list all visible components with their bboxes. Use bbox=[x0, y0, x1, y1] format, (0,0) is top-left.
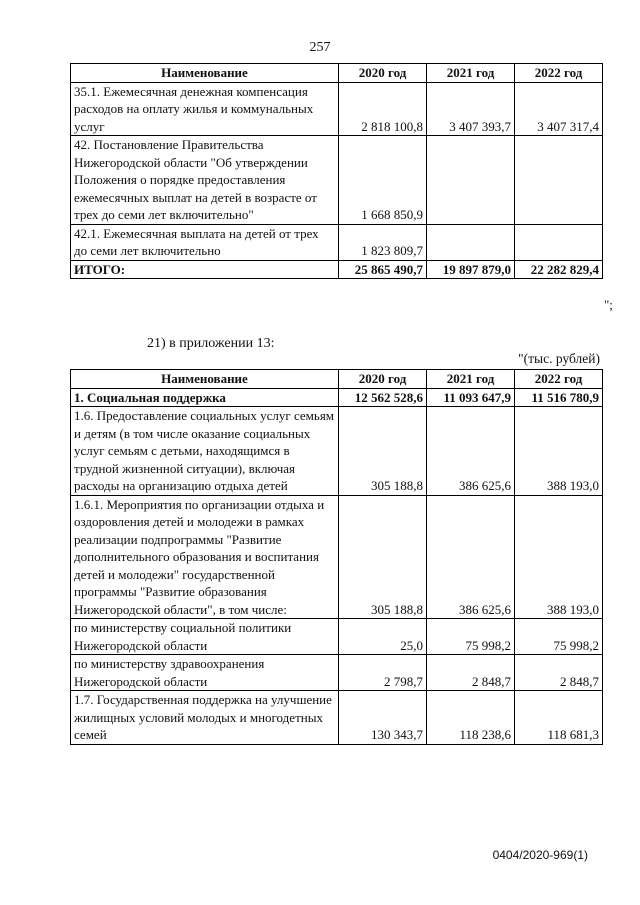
table-row bbox=[71, 655, 603, 691]
value-2020: 25,0 bbox=[339, 619, 427, 655]
value-2021: 118 238,6 bbox=[427, 691, 515, 745]
row-name: по министерству здравоохранения Нижегородской области bbox=[71, 655, 339, 691]
value-2021 bbox=[427, 224, 515, 260]
value-2020: 1 668 850,9 bbox=[339, 136, 427, 225]
table-row bbox=[71, 224, 603, 260]
row-name: 35.1. Ежемесячная денежная компенсация расходов на оплату жилья и коммунальных услуг bbox=[71, 82, 339, 136]
total-label: ИТОГО: bbox=[71, 260, 339, 279]
column-header-2020: 2020 год bbox=[339, 370, 427, 389]
value-2020: 1 823 809,7 bbox=[339, 224, 427, 260]
value-2022: 118 681,3 bbox=[515, 691, 603, 745]
value-2022 bbox=[515, 224, 603, 260]
table-header-row bbox=[71, 370, 603, 389]
value-2022 bbox=[515, 136, 603, 225]
value-2021: 386 625,6 bbox=[427, 495, 515, 619]
row-name: 1.6.1. Мероприятия по организации отдыха и оздоровления детей и молодежи в рамках реализации подпрограммы "Развитие дополнительного образования и воспитания детей и молодежи" государственной программы "Развитие образования Нижегородской области", в том числе: bbox=[71, 495, 339, 619]
total-row bbox=[71, 260, 603, 279]
value-2021: 11 093 647,9 bbox=[427, 388, 515, 407]
amendment-intro-text: 21) в приложении 13: bbox=[147, 336, 275, 351]
column-header-2022: 2022 год bbox=[515, 64, 603, 83]
value-2021: 2 848,7 bbox=[427, 655, 515, 691]
value-2021 bbox=[427, 136, 515, 225]
column-header-2020: 2020 год bbox=[339, 64, 427, 83]
table-row bbox=[71, 407, 603, 496]
section-row bbox=[71, 388, 603, 407]
row-name: 1.7. Государственная поддержка на улучшение жилищных условий молодых и многодетных семей bbox=[71, 691, 339, 745]
value-2022: 11 516 780,9 bbox=[515, 388, 603, 407]
table-header-row bbox=[71, 64, 603, 83]
table-row bbox=[71, 82, 603, 136]
value-2021: 386 625,6 bbox=[427, 407, 515, 496]
row-name: 1.6. Предоставление социальных услуг семьям и детям (в том числе оказание социальных услуг семьям с детьми, находящимся в трудной жизненной ситуации), включая расходы на организацию отдыха детей bbox=[71, 407, 339, 496]
value-2022: 2 848,7 bbox=[515, 655, 603, 691]
closing-quote-mark: "; bbox=[604, 297, 613, 312]
column-header-name: Наименование bbox=[71, 370, 339, 389]
value-2022: 75 998,2 bbox=[515, 619, 603, 655]
value-2022: 388 193,0 bbox=[515, 495, 603, 619]
row-name: по министерству социальной политики Нижегородской области bbox=[71, 619, 339, 655]
column-header-name: Наименование bbox=[71, 64, 339, 83]
total-2020: 25 865 490,7 bbox=[339, 260, 427, 279]
value-2020: 305 188,8 bbox=[339, 407, 427, 496]
value-2021: 75 998,2 bbox=[427, 619, 515, 655]
total-2021: 19 897 879,0 bbox=[427, 260, 515, 279]
value-2020: 2 818 100,8 bbox=[339, 82, 427, 136]
document-number: 0404/2020-969(1) bbox=[492, 848, 588, 862]
column-header-2021: 2021 год bbox=[427, 64, 515, 83]
table-row bbox=[71, 691, 603, 745]
value-2020: 2 798,7 bbox=[339, 655, 427, 691]
total-2022: 22 282 829,4 bbox=[515, 260, 603, 279]
column-header-2022: 2022 год bbox=[515, 370, 603, 389]
value-2020: 12 562 528,6 bbox=[339, 388, 427, 407]
page-number: 257 bbox=[309, 40, 331, 55]
appropriations-table-continued bbox=[70, 63, 603, 279]
table-row bbox=[71, 619, 603, 655]
value-2020: 130 343,7 bbox=[339, 691, 427, 745]
value-2022: 388 193,0 bbox=[515, 407, 603, 496]
unit-note: "(тыс. рублей) bbox=[518, 351, 600, 366]
row-name: 42. Постановление Правительства Нижегородской области "Об утверждении Положения о порядке предоставления ежемесячных выплат на детей в возрасте от трех до семи лет включительно" bbox=[71, 136, 339, 225]
column-header-2021: 2021 год bbox=[427, 370, 515, 389]
table-row bbox=[71, 495, 603, 619]
table-row bbox=[71, 136, 603, 225]
value-2020: 305 188,8 bbox=[339, 495, 427, 619]
section-name: 1. Социальная поддержка bbox=[71, 388, 339, 407]
value-2021: 3 407 393,7 bbox=[427, 82, 515, 136]
appendix-13-table bbox=[70, 369, 603, 745]
row-name: 42.1. Ежемесячная выплата на детей от трех до семи лет включительно bbox=[71, 224, 339, 260]
value-2022: 3 407 317,4 bbox=[515, 82, 603, 136]
